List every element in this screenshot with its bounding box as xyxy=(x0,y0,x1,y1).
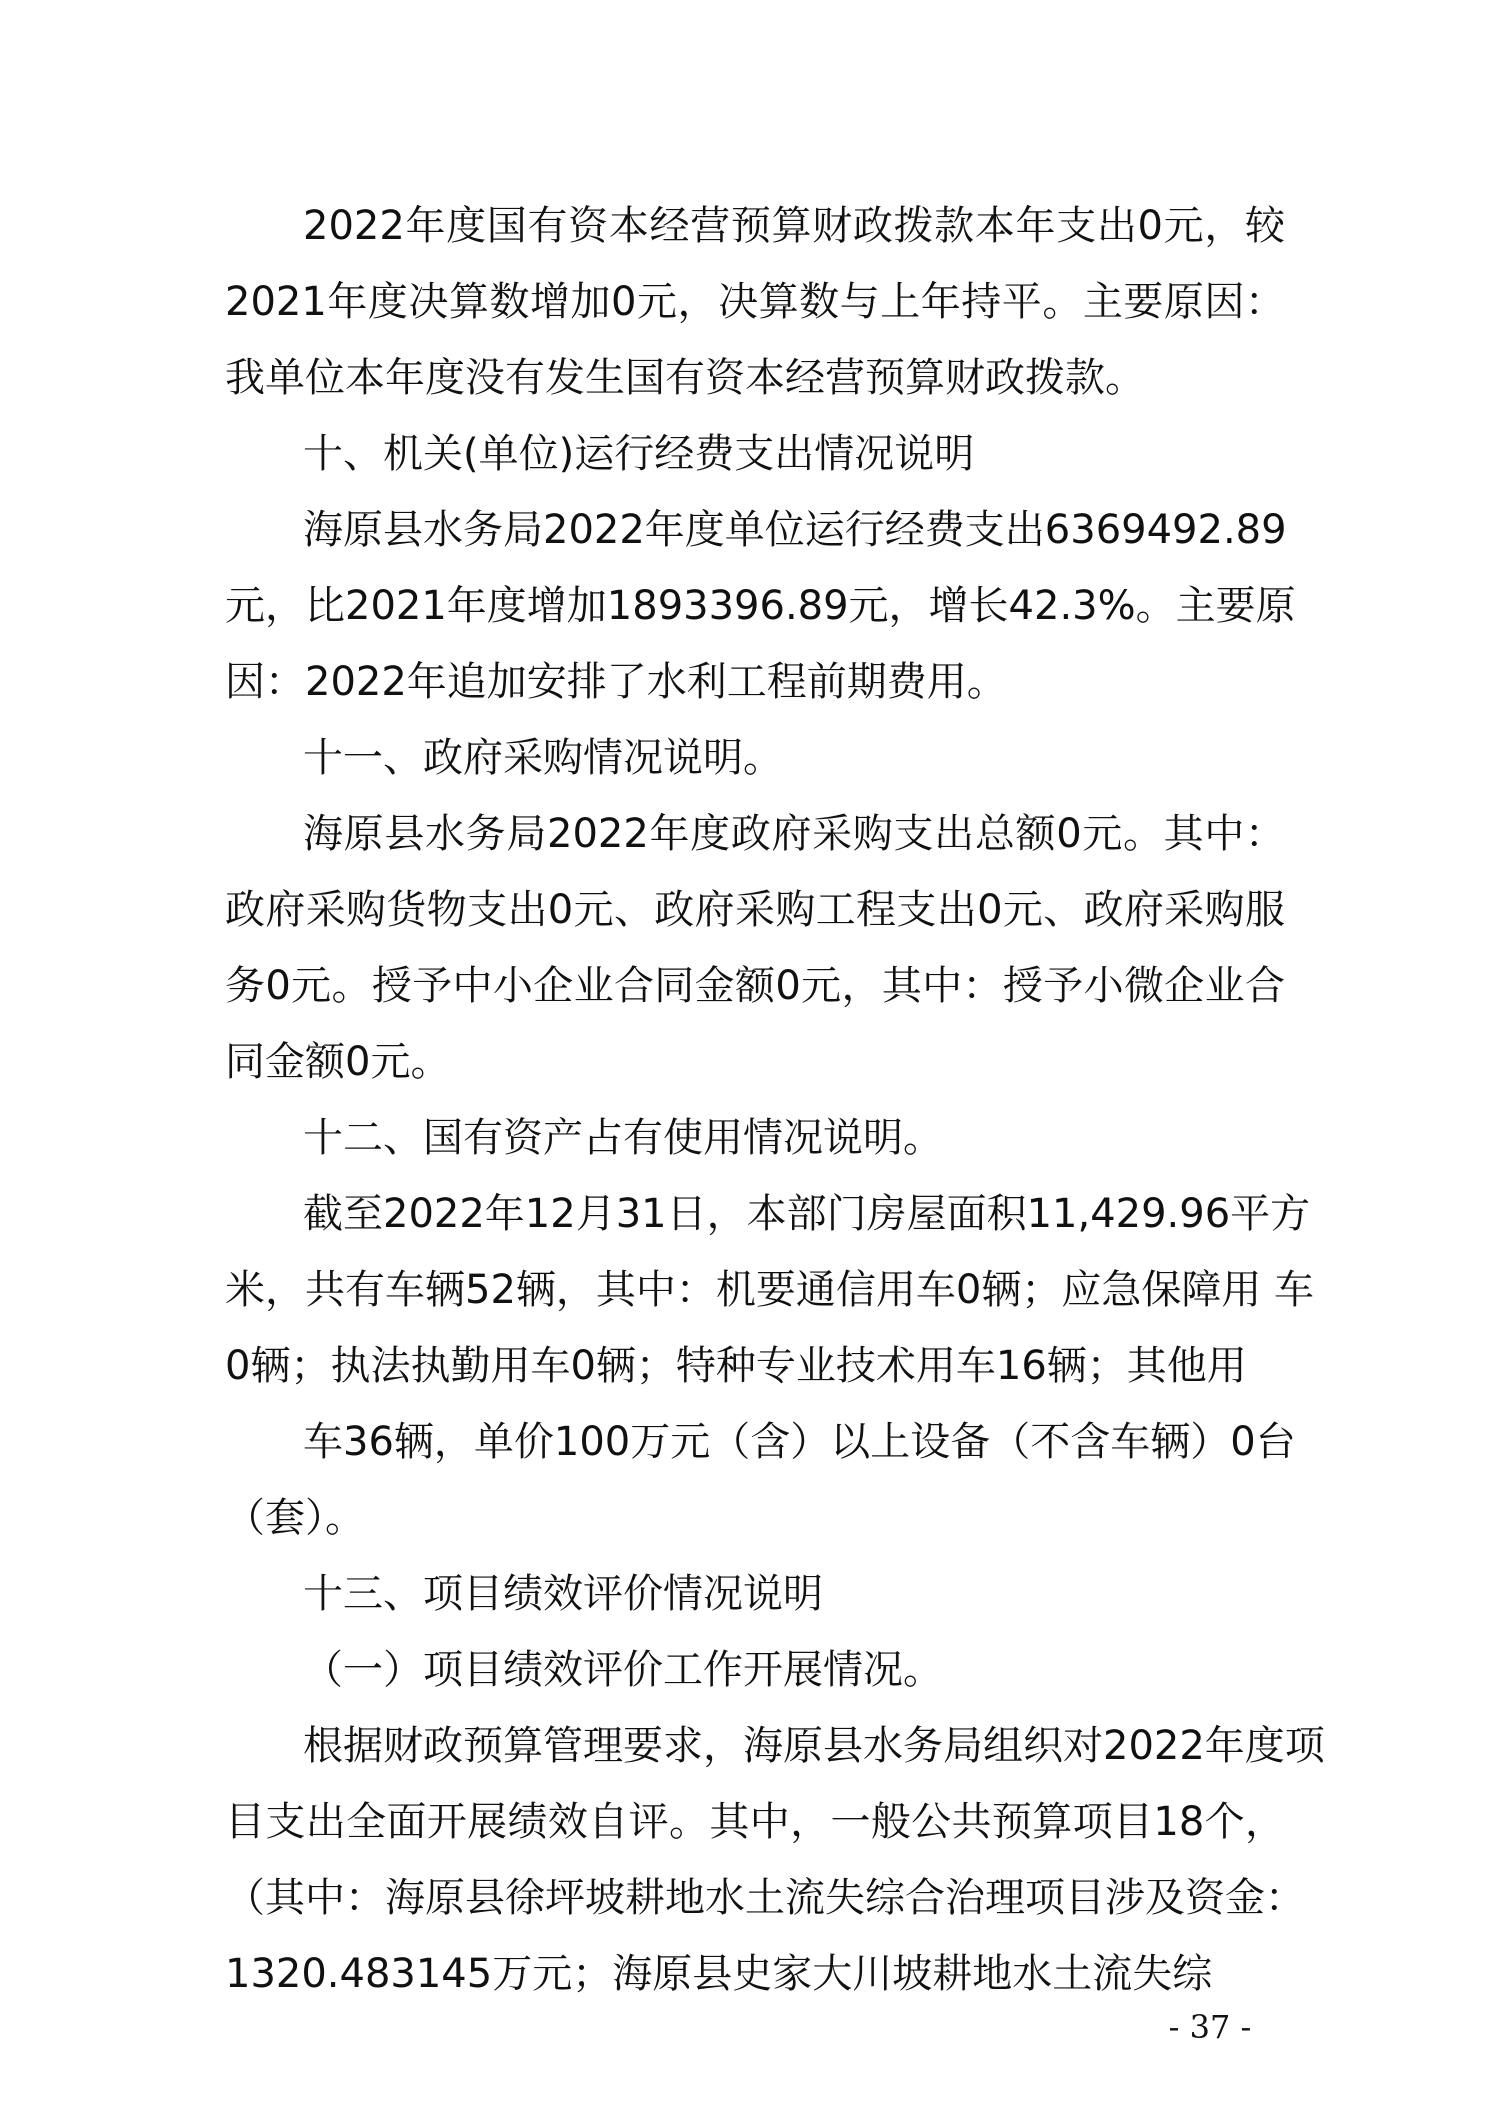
paragraph-line: （其中：海原县徐坪坡耕地水土流失综合治理项目涉及资金： xyxy=(225,1875,1305,1921)
subsection-heading: （一）项目绩效评价工作开展情况。 xyxy=(303,1647,943,1693)
paragraph-line: 目支出全面开展绩效自评。其中，一般公共预算项目18个， xyxy=(225,1799,1285,1845)
section-heading: 十、机关(单位)运行经费支出情况说明 xyxy=(303,431,975,477)
paragraph-line: 同金额0元。 xyxy=(225,1039,451,1085)
page-number: - 37 - xyxy=(1168,2008,1252,2046)
paragraph-line: 海原县水务局2022年度单位运行经费支出6369492.89 xyxy=(303,507,1287,553)
paragraph-line: （套）。 xyxy=(225,1495,365,1541)
paragraph-line: 车36辆，单价100万元（含）以上设备（不含车辆）0台 xyxy=(303,1419,1296,1465)
paragraph-line: 我单位本年度没有发生国有资本经营预算财政拨款。 xyxy=(225,355,1145,401)
section-heading: 十二、国有资产占有使用情况说明。 xyxy=(303,1115,943,1161)
paragraph-line: 0辆；执法执勤用车0辆；特种专业技术用车16辆；其他用 xyxy=(225,1343,1247,1389)
paragraph-line: 截至2022年12月31日，本部门房屋面积11,429.96平方 xyxy=(303,1191,1311,1237)
paragraph-line: 元，比2021年度增加1893396.89元，增长42.3%。主要原 xyxy=(225,583,1296,629)
paragraph-line: 根据财政预算管理要求，海原县水务局组织对2022年度项 xyxy=(303,1723,1325,1769)
paragraph-line: 海原县水务局2022年度政府采购支出总额0元。其中： xyxy=(303,811,1285,857)
section-heading: 十三、项目绩效评价情况说明 xyxy=(303,1571,823,1617)
paragraph-line: 务0元。授予中小企业合同金额0元，其中：授予小微企业合 xyxy=(225,963,1285,1009)
paragraph-line: 因：2022年追加安排了水利工程前期费用。 xyxy=(225,659,1007,705)
paragraph-line: 米，共有车辆52辆，其中：机要通信用车0辆；应急保障用 车 xyxy=(225,1267,1315,1313)
paragraph-line: 政府采购货物支出0元、政府采购工程支出0元、政府采购服 xyxy=(225,887,1285,933)
paragraph-line: 1320.483145万元；海原县史家大川坡耕地水土流失综 xyxy=(225,1951,1213,1997)
paragraph-line: 2021年度决算数增加0元，决算数与上年持平。主要原因： xyxy=(225,279,1285,325)
paragraph-line: 2022年度国有资本经营预算财政拨款本年支出0元，较 xyxy=(303,203,1285,249)
section-heading: 十一、政府采购情况说明。 xyxy=(303,735,783,781)
